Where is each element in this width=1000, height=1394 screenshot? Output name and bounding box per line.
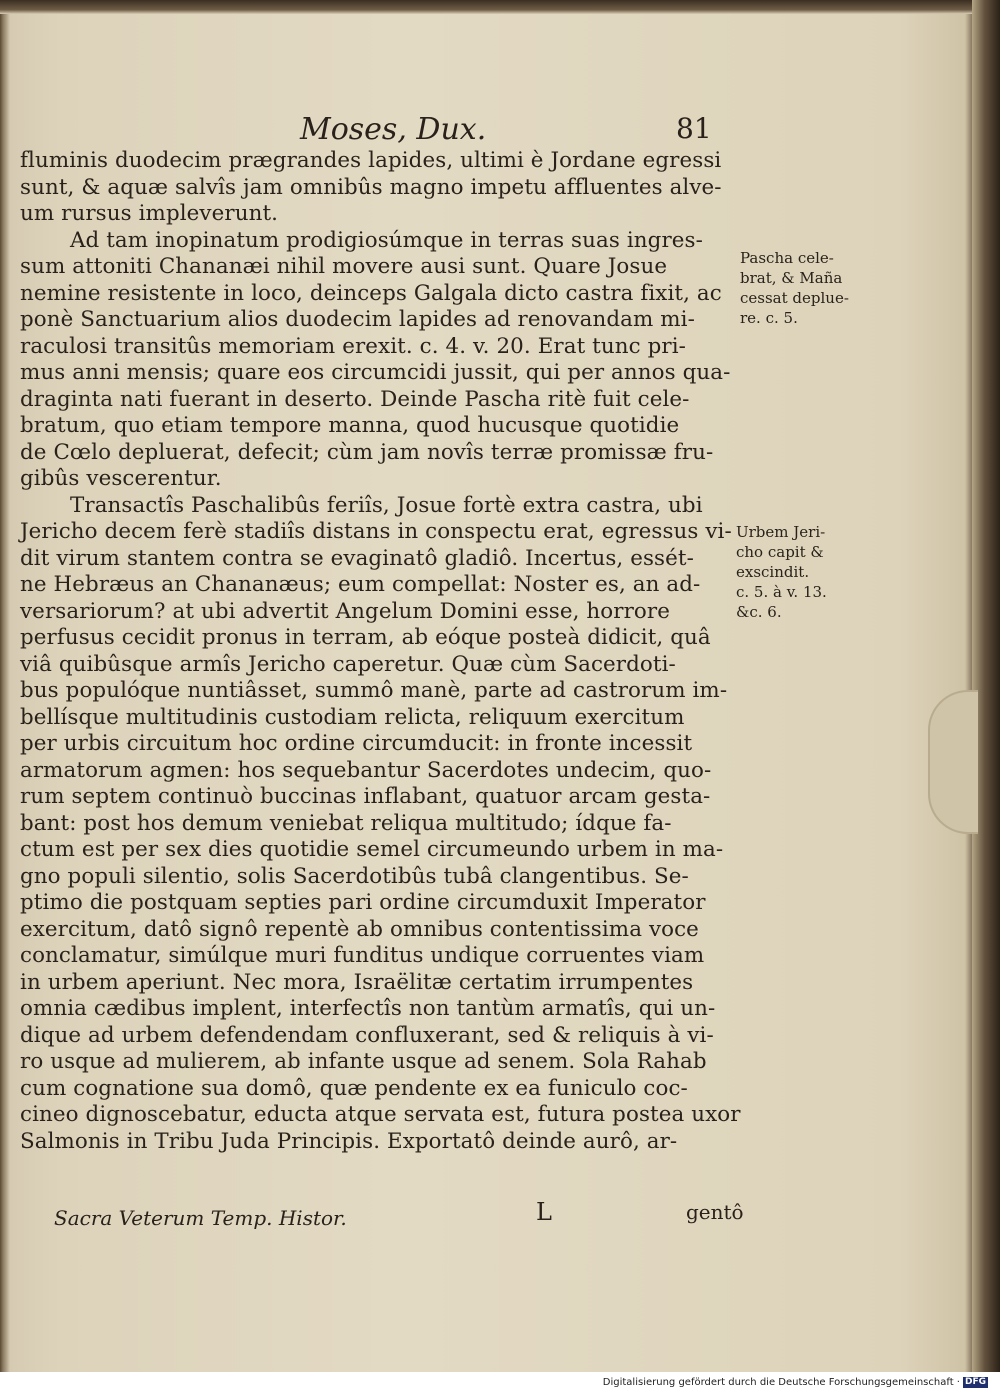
digitization-credit (603, 1377, 988, 1388)
text-line: raculosi transitûs memoriam erexit. c. 4. v. 20. Erat tunc pri- (20, 333, 686, 359)
text-line: Jericho decem ferè stadiîs distans in conspectu erat, egressus vi- (20, 519, 732, 544)
text-line: per urbis circuitum hoc ordine circumducit: in fronte incessit (20, 731, 693, 756)
text-line: conclamatur, simúlque muri funditus undique corruentes viam (20, 943, 705, 968)
text-line: cum cognatione sua domô, quæ pendente ex ea funiculo coc- (20, 1075, 688, 1101)
signature-mark: L (536, 1198, 552, 1226)
text-line: Ad tam inopinatum prodigiosúmque in terras suas ingres- (70, 227, 703, 253)
text-line: bus populóque nuntiâsset, summô manè, parte ad castrorum im- (20, 678, 728, 703)
margin-note-line: cessat deplue- (740, 289, 849, 307)
text-line: draginta nati fuerant in deserto. Deinde Pascha ritè fuit cele- (20, 386, 690, 412)
text-line: ro usque ad mulierem, ab infante usque ad senem. Sola Rahab (20, 1049, 707, 1074)
margin-note-line: Urbem Jeri- (736, 523, 826, 541)
margin-note-line: exscindit. (736, 563, 810, 581)
text-line: dit virum stantem contra se evaginatô gladiô. Incertus, essét- (20, 545, 694, 571)
text-line: nemine resistente in loco, deinceps Galgala dicto castra fixit, ac (20, 280, 722, 306)
text-line: bant: post hos demum veniebat reliqua multitudo; ídque fa- (20, 810, 672, 836)
margin-note-line: cho capit & (736, 543, 824, 561)
margin-note-line: &c. 6. (736, 603, 782, 621)
text-line: bratum, quo etiam tempore manna, quod hucusque quotidie (20, 413, 680, 438)
text-line: de Cœlo depluerat, defecit; cùm jam novîs terræ promissæ fru- (20, 439, 714, 465)
margin-note-line: re. c. 5. (740, 309, 798, 327)
text-line: rum septem continuò buccinas inflabant, quatuor arcam gesta- (20, 784, 711, 809)
text-line: ponè Sanctuarium alios duodecim lapides ad renovandam mi- (20, 307, 695, 332)
text-line: mus anni mensis; quare eos circumcidi jussit, qui per annos qua- (20, 360, 731, 385)
text-line: viâ quibûsque armîs Jericho caperetur. Quæ cùm Sacerdoti- (20, 651, 676, 677)
body-text (20, 148, 740, 1155)
text-line: armatorum agmen: hos sequebantur Sacerdotes undecim, quo- (20, 757, 712, 783)
page-header (0, 112, 740, 148)
margin-note-line: c. 5. à v. 13. (736, 583, 827, 601)
text-line: omnia cædibus implent, interfectîs non tantùm armatîs, qui un- (20, 996, 716, 1021)
page-number: 81 (676, 112, 712, 145)
margin-note-jericho (736, 522, 827, 622)
text-line: gibûs vescerentur. (20, 466, 222, 491)
credit-text: Digitalisierung gefördert durch die Deutsche Forschungsgemeinschaft · (602, 1377, 960, 1388)
dfg-logo: DFG (964, 1377, 986, 1387)
text-line: versariorum? at ubi advertit Angelum Domini esse, horrore (20, 598, 670, 624)
text-line: ptimo die postquam septies pari ordine circumduxit Imperator (20, 890, 706, 915)
text-line: perfusus cecidit pronus in terram, ab eóque posteà didicit, quâ (20, 625, 711, 650)
text-line: ne Hebræus an Chananæus; eum compellat: Noster es, an ad- (20, 572, 701, 597)
text-line: Salmonis in Tribu Juda Principis. Exportatô deinde aurô, ar- (20, 1128, 678, 1154)
page-tab-marker (928, 690, 978, 834)
text-line: bellísque multitudinis custodiam relicta, reliquum exercitum (20, 704, 685, 730)
book-spine (972, 0, 1000, 1372)
text-line: fluminis duodecim prægrandes lapides, ultimi è Jordane egressi (20, 148, 722, 173)
catchword: gentô (686, 1200, 744, 1224)
text-line: exercitum, datô signô repentè ab omnibus contentissima voce (20, 916, 699, 942)
text-line: um rursus impleverunt. (20, 201, 279, 226)
text-line: sum attoniti Chananæi nihil movere ausi sunt. Quare Josue (20, 254, 668, 279)
text-line: sunt, & aquæ salvîs jam omnibûs magno impetu affluentes alve- (20, 174, 722, 200)
text-line: dique ad urbem defendendam confluxerant, sed & reliquis à vi- (20, 1022, 714, 1048)
text-line: Transactîs Paschalibûs feriîs, Josue fortè extra castra, ubi (70, 492, 703, 518)
text-line: in urbem aperiunt. Nec mora, Israëlitæ certatim irrumpentes (20, 969, 694, 995)
book-edge-top (0, 0, 1000, 14)
text-line: gno populi silentio, solis Sacerdotibûs tubâ clangentibus. Se- (20, 863, 689, 889)
margin-note-pascha (740, 248, 849, 328)
running-title: Moses, Dux. (300, 112, 487, 147)
margin-note-line: Pascha cele- (740, 249, 834, 267)
signature-title: Sacra Veterum Temp. Histor. (54, 1206, 347, 1230)
margin-note-line: brat, & Maña (740, 269, 843, 287)
text-line: ctum est per sex dies quotidie semel circumeundo urbem in ma- (20, 837, 724, 862)
text-line: cineo dignoscebatur, educta atque servata est, futura postea uxor (20, 1102, 741, 1127)
